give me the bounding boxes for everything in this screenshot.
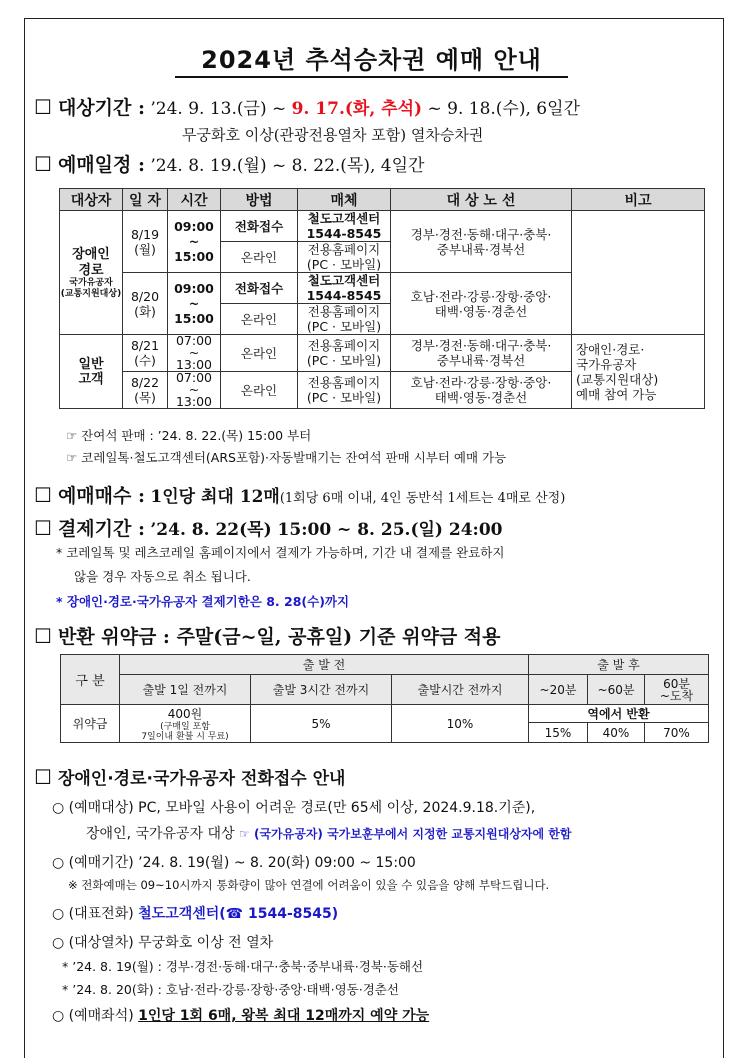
fee-60min: 40% [588, 723, 645, 743]
fee-arrival: 70% [645, 723, 709, 743]
th-date: 일 자 [123, 189, 168, 211]
method-cell: 전화접수 [221, 211, 298, 242]
th-target: 대상자 [60, 189, 123, 211]
page-title: 2024년 추석승차권 예매 안내 [0, 40, 743, 75]
route-cell: 호남·전라·강릉·장항·중앙· 태백·영동·경춘선 [391, 372, 572, 409]
fee-departure: 10% [392, 705, 529, 743]
media-cell: 철도고객센터 1544-8545 [298, 273, 391, 304]
time-cell: 09:00 ~ 15:00 [168, 211, 221, 273]
th-category: 구 분 [61, 655, 120, 705]
date-cell: 8/22 (목) [123, 372, 168, 409]
th-20min: ~20분 [529, 675, 588, 705]
phone-item-2: ○ (예매기간) ’24. 8. 19(월) ~ 8. 20(화) 09:00 ~ 15:00 [52, 855, 416, 871]
schedule-table [59, 188, 705, 409]
th-60min: ~60분 [588, 675, 645, 705]
time-cell: 07:00 ~ 13:00 [168, 372, 221, 409]
method-cell: 온라인 [221, 304, 298, 335]
phone-item-3: ○ (대표전화) 철도고객센터(☎ 1544-8545) [52, 906, 339, 922]
th-1day: 출발 1일 전까지 [120, 675, 251, 705]
phone-item-5: ○ (예매좌석) 1인당 1회 6매, 왕복 최대 12매까지 예약 가능 [52, 1008, 430, 1024]
target-group2: 일반 고객 [60, 335, 123, 409]
target-period: ☐ 대상기간 : ’24. 9. 13.(금) ~ 9. 17.(화, 추석) ~ 9. 18.(수), 6일간 [34, 95, 580, 119]
media-cell: 전용홈페이지 (PC · 모바일) [298, 335, 391, 372]
phone-item-4a: * ’24. 8. 19(월) : 경부·경전·동해·대구·충북·중부내륙·경북·동해선 [62, 959, 424, 974]
refund-table [60, 654, 709, 743]
time-cell: 09:00 ~ 15:00 [168, 273, 221, 335]
route-cell: 호남·전라·강릉·장항·중앙· 태백·영동·경춘선 [391, 273, 572, 335]
fee-20min: 15% [529, 723, 588, 743]
date-cell: 8/19 (월) [123, 211, 168, 273]
method-cell: 온라인 [221, 242, 298, 273]
target-group1: 장애인 경로 국가유공자 (교통지원대상) [60, 211, 123, 335]
th-route: 대 상 노 선 [391, 189, 572, 211]
phone-heading: ☐ 장애인·경로·국가유공자 전화접수 안내 [34, 765, 346, 789]
payment-note-1: * 코레일톡 및 레츠코레일 홈페이지에서 결제가 가능하며, 기간 내 결제를 완료하지 [56, 545, 505, 560]
remain-note-2: ☞ 코레일톡·철도고객센터(ARS포함)·자동발매기는 잔여석 판매 시부터 예매 가능 [66, 450, 507, 465]
note-cell: 장애인·경로· 국가유공자 (교통지원대상) 예매 참여 가능 [572, 335, 705, 409]
th-3hour: 출발 3시간 전까지 [251, 675, 392, 705]
route-cell: 경부·경전·동해·대구·충북· 중부내륙·경북선 [391, 335, 572, 372]
th-after: 출 발 후 [529, 655, 709, 675]
th-media: 매체 [298, 189, 391, 211]
media-cell: 전용홈페이지 (PC · 모바일) [298, 372, 391, 409]
row-label: 위약금 [61, 705, 120, 743]
method-cell: 전화접수 [221, 273, 298, 304]
th-note: 비고 [572, 189, 705, 211]
phone-item-1a: ○ (예매대상) PC, 모바일 사용이 어려운 경로(만 65세 이상, 2024.9.18.기준), [52, 800, 536, 816]
method-cell: 온라인 [221, 372, 298, 409]
phone-item-4b: * ’24. 8. 20(화) : 호남·전라·강릉·장항·중앙·태백·영동·경춘선 [62, 982, 399, 997]
ticket-count: ☐ 예매매수 : 1인당 최대 12매(1회당 6매 이내, 4인 동반석 1세트는 4매로 산정) [34, 483, 566, 507]
fee-1day: 400원 (구매일 포함 7일이내 환불 시 무료) [120, 705, 251, 743]
media-cell: 철도고객센터 1544-8545 [298, 211, 391, 242]
refund-heading: ☐ 반환 위약금 : 주말(금~일, 공휴일) 기준 위약금 적용 [34, 624, 501, 648]
media-cell: 전용홈페이지 (PC · 모바일) [298, 304, 391, 335]
booking-period: ☐ 예매일정 : ’24. 8. 19.(월) ~ 8. 22.(목), 4일간 [34, 152, 425, 176]
phone-item-4: ○ (대상열차) 무궁화호 이상 전 열차 [52, 935, 274, 951]
date-cell: 8/21 (수) [123, 335, 168, 372]
media-cell: 전용홈페이지 (PC · 모바일) [298, 242, 391, 273]
payment-note-1b: 않을 경우 자동으로 취소 됩니다. [74, 569, 251, 584]
phone-item-1b: 장애인, 국가유공자 대상 ☞ (국가유공자) 국가보훈부에서 지정한 교통지원대상자에 한함 [86, 826, 572, 842]
method-cell: 온라인 [221, 335, 298, 372]
empty-note [572, 211, 705, 335]
target-trains: 무궁화호 이상(관광전용열차 포함) 열차승차권 [182, 126, 484, 144]
payment-period: ☐ 결제기간 : ’24. 8. 22(목) 15:00 ~ 8. 25.(일) 24:00 [34, 516, 503, 540]
phone-item-2-note: ※ 전화예매는 09~10시까지 통화량이 많아 연결에 어려움이 있을 수 있음을 양해 부탁드립니다. [68, 878, 550, 892]
time-cell: 07:00 ~ 13:00 [168, 335, 221, 372]
date-cell: 8/20 (화) [123, 273, 168, 335]
th-method: 방법 [221, 189, 298, 211]
station-return: 역에서 반환 [529, 705, 709, 723]
th-departure: 출발시간 전까지 [392, 675, 529, 705]
fee-3hour: 5% [251, 705, 392, 743]
remain-note-1: ☞ 잔여석 판매 : ’24. 8. 22.(목) 15:00 부터 [66, 428, 312, 443]
route-cell: 경부·경전·동해·대구·충북· 중부내륙·경북선 [391, 211, 572, 273]
th-arrival: 60분 ~도착 [645, 675, 709, 705]
payment-note-2: * 장애인·경로·국가유공자 결제기한은 8. 28(수)까지 [56, 594, 350, 609]
th-time: 시간 [168, 189, 221, 211]
th-before: 출 발 전 [120, 655, 529, 675]
